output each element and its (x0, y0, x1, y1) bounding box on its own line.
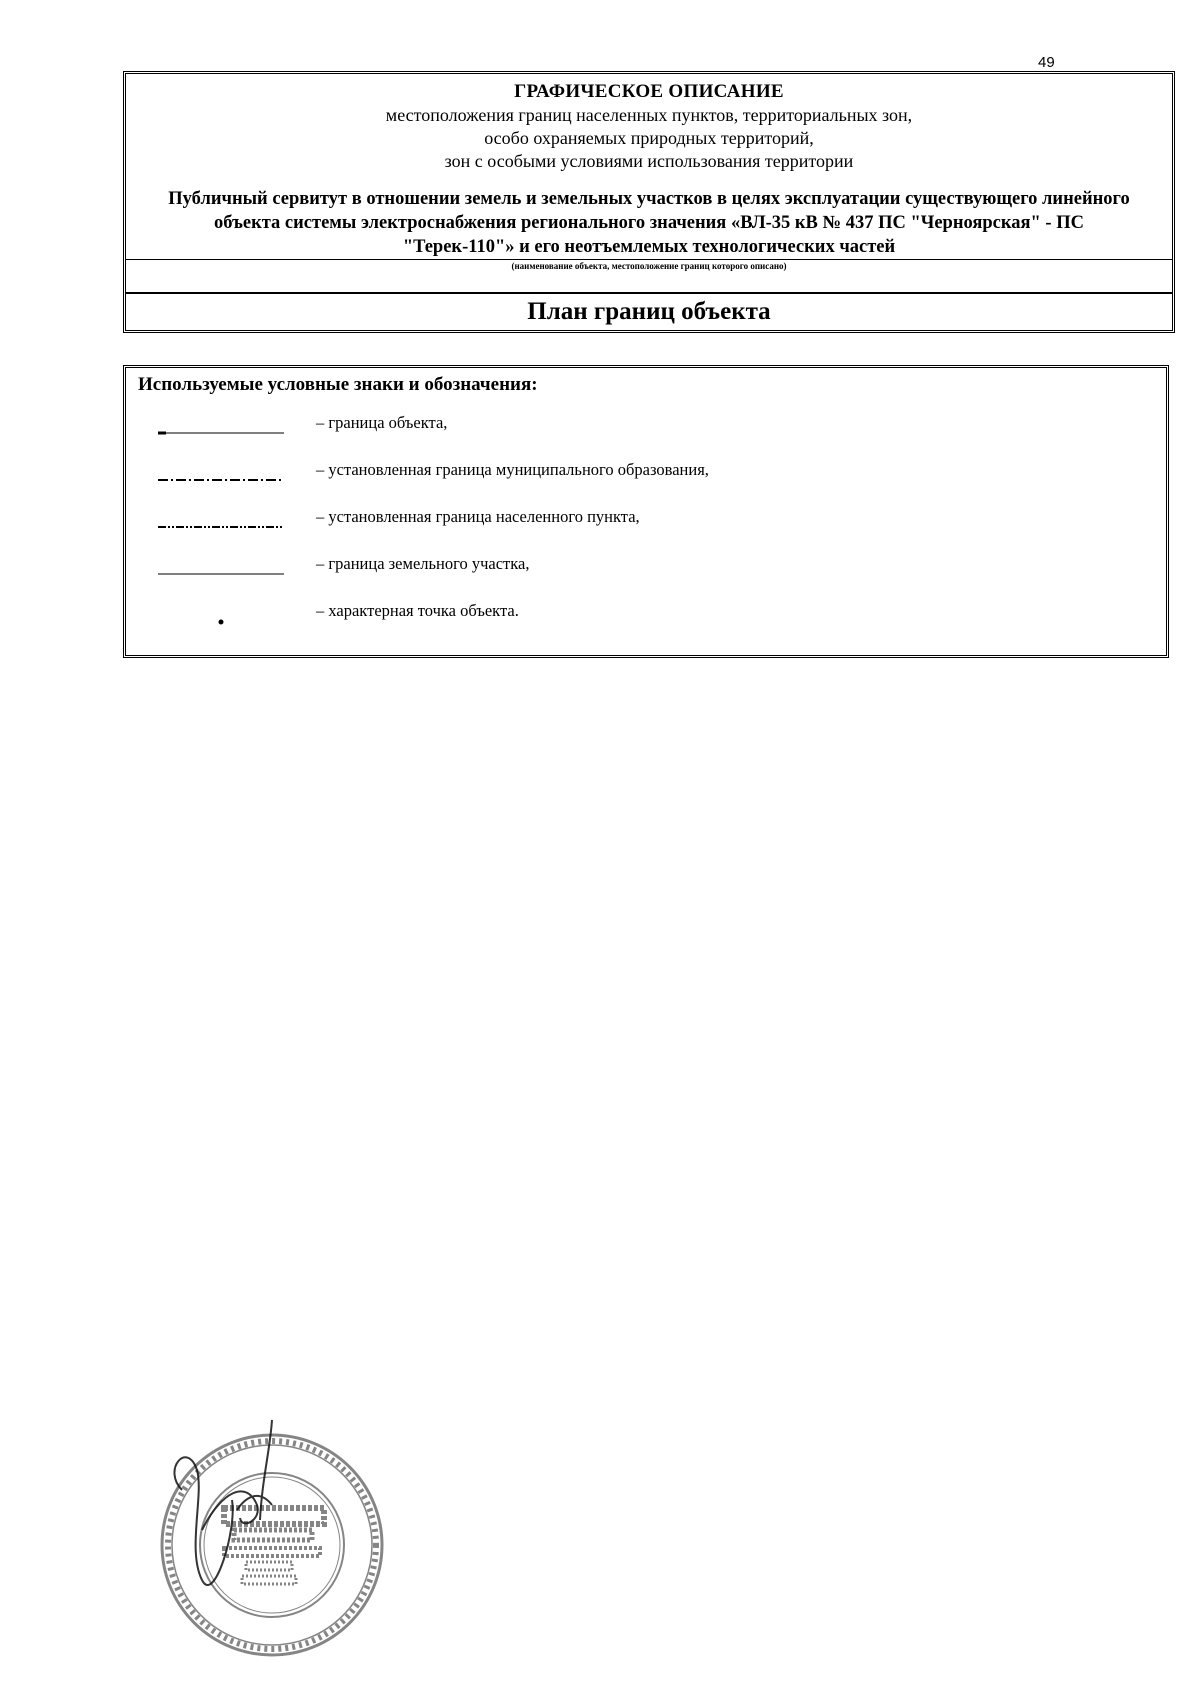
legend-item (126, 554, 1166, 584)
header-block (126, 74, 1172, 259)
object-name: Публичный сервитут в отношении земель и земельных участков в целях эксплуатации существующего линейного объекта системы электроснабжения регионального значения «ВЛ-35 кВ № 437 ПС "Черноярская" - ПС "Терек-110"» и его неотъемлемых технологических частей (168, 189, 1130, 257)
legend-item-text: – установленная граница муниципального образования, (316, 460, 709, 479)
legend-item (126, 413, 1166, 443)
point-symbol (158, 605, 284, 625)
settlement-boundary-symbol (158, 511, 284, 531)
object-caption-row (126, 259, 1172, 292)
document-title: ГРАФИЧЕСКОЕ ОПИСАНИЕ (514, 81, 784, 102)
subtitle-line: особо охраняемых природных территорий, (484, 128, 814, 148)
legend-item (126, 460, 1166, 490)
legend-item (126, 507, 1166, 537)
legend-item-text: – граница земельного участка, (316, 554, 530, 573)
municipal-boundary-symbol (158, 464, 284, 484)
subtitle-line: местоположения границ населенных пунктов, территориальных зон, (385, 105, 913, 125)
document-header-frame (123, 71, 1175, 333)
land-plot-boundary-symbol (158, 558, 284, 578)
plan-title: План границ объекта (527, 298, 771, 325)
legend-item-text: – характерная точка объекта. (316, 601, 519, 620)
legend-item-text: – граница объекта, (316, 413, 448, 432)
page-number: 49 (1038, 54, 1055, 71)
subtitle-line: зон с особыми условиями использования территории (444, 151, 854, 171)
legend-item-text: – установленная граница населенного пункта, (316, 507, 640, 526)
plan-title-row (126, 292, 1172, 330)
legend-title: Используемые условные знаки и обозначения: (138, 374, 538, 395)
object-boundary-symbol (158, 417, 284, 437)
object-caption: (наименование объекта, местоположение границ которого описано) (511, 261, 787, 271)
round-seal-stamp (142, 1410, 402, 1670)
legend-frame (123, 365, 1169, 658)
legend-item (126, 601, 1166, 631)
